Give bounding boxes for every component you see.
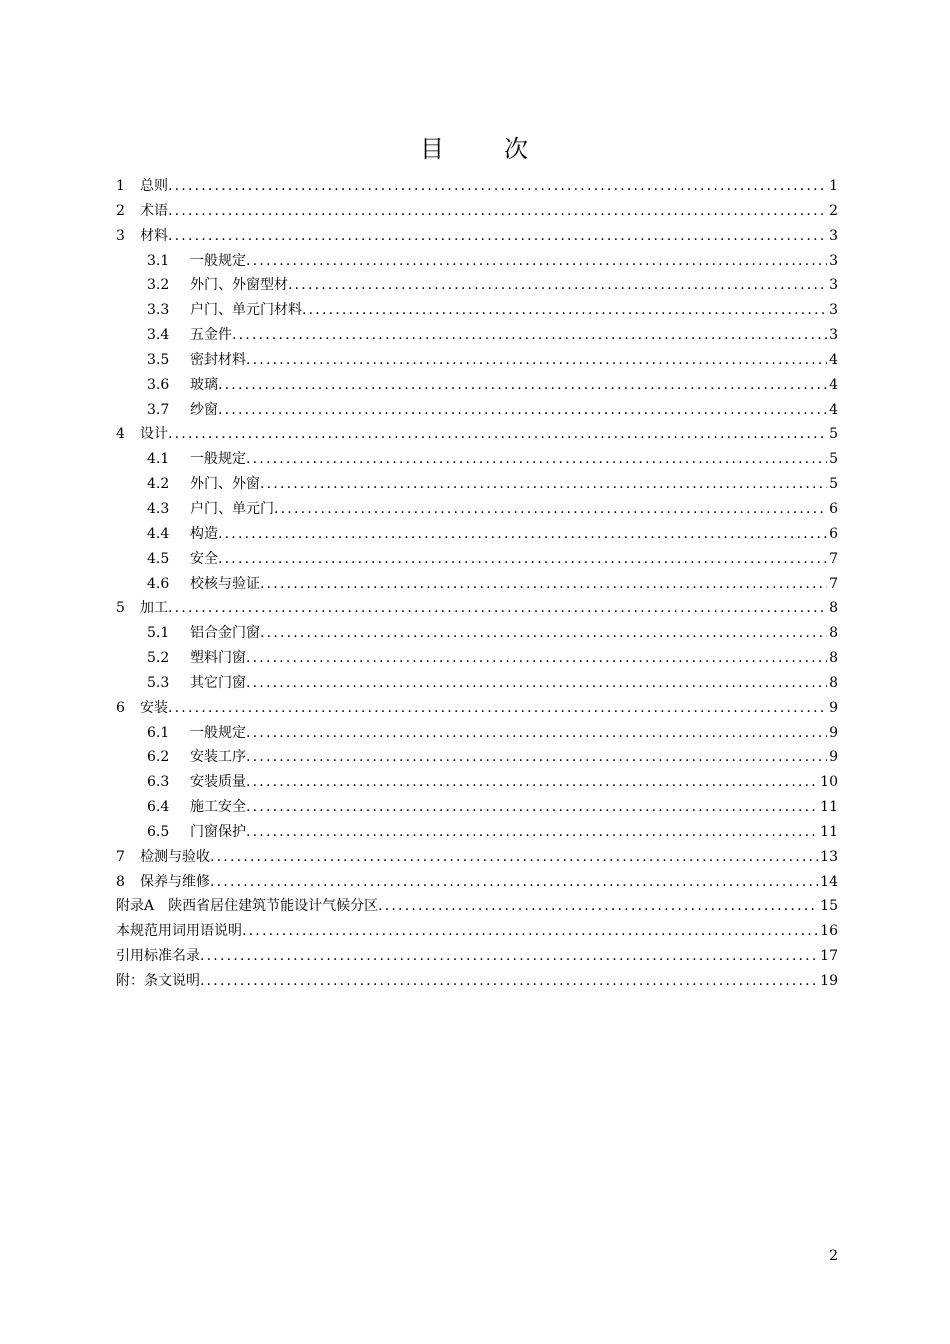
toc-entry-label: 设计 — [140, 426, 168, 443]
toc-entry-page: 1 — [829, 178, 838, 194]
toc-entry-page: 15 — [820, 898, 838, 915]
toc-entry[interactable] — [116, 472, 838, 497]
toc-dot-leader — [288, 273, 827, 298]
toc-entry-number: 3.6 — [147, 376, 170, 393]
toc-dot-leader — [200, 969, 818, 994]
toc-dot-leader — [260, 472, 827, 497]
toc-entry-label: 术语 — [140, 202, 168, 219]
toc-dot-leader — [210, 870, 818, 895]
toc-entry[interactable] — [116, 497, 838, 522]
toc-entry-page: 5 — [829, 476, 838, 493]
toc-entry-label: 外门、外窗型材 — [190, 277, 288, 294]
toc-entry[interactable] — [116, 199, 838, 224]
toc-entry[interactable] — [116, 572, 838, 597]
toc-entry-page: 4 — [829, 351, 838, 368]
toc-entry-label: 校核与验证 — [190, 575, 260, 592]
toc-entry-page: 3 — [829, 327, 838, 344]
toc-entry-label: 户门、单元门材料 — [190, 302, 302, 319]
toc-entry-number: 3.4 — [147, 327, 170, 344]
toc-entry-number: 4.6 — [147, 575, 170, 592]
toc-entry-number: 6.4 — [147, 799, 170, 816]
toc-entry-number: 3.1 — [147, 252, 170, 269]
toc-entry-page: 7 — [829, 575, 838, 592]
toc-title — [0, 132, 950, 166]
toc-entry[interactable] — [116, 795, 838, 820]
toc-entry-label: 引用标准名录 — [116, 948, 200, 965]
toc-dot-leader — [168, 174, 827, 199]
toc-entry-label: 加工 — [140, 600, 168, 617]
toc-entry-page: 3 — [829, 277, 838, 294]
toc-dot-leader — [246, 745, 827, 770]
toc-entry-label: 其它门窗 — [190, 674, 246, 691]
toc-entry-number: 6.2 — [147, 749, 170, 766]
toc-entry-page: 3 — [829, 302, 838, 319]
toc-entry-number: 4.4 — [147, 525, 170, 542]
toc-entry-page: 19 — [820, 973, 838, 989]
toc-entry[interactable] — [116, 298, 838, 323]
toc-entry-page: 8 — [829, 600, 838, 617]
toc-entry-label: 一般规定 — [190, 451, 246, 468]
toc-entry-page: 5 — [829, 451, 838, 468]
toc-entry-page: 8 — [829, 650, 838, 667]
toc-dot-leader — [168, 224, 827, 249]
toc-entry-page: 4 — [829, 401, 838, 418]
toc-entry[interactable] — [116, 373, 838, 398]
toc-entry-label: 施工安全 — [190, 799, 246, 816]
toc-entry[interactable] — [116, 919, 838, 944]
toc-entry[interactable] — [116, 547, 838, 572]
toc-entry-page: 16 — [820, 923, 838, 940]
toc-dot-leader — [246, 447, 827, 472]
toc-entry-label: 玻璃 — [190, 376, 218, 393]
toc-entry[interactable] — [116, 894, 838, 919]
toc-dot-leader — [246, 348, 827, 373]
toc-entry-number: 6.3 — [147, 774, 170, 791]
toc-dot-leader — [246, 646, 827, 671]
toc-entry-number: 5.3 — [147, 674, 170, 691]
toc-dot-leader — [242, 919, 818, 944]
toc-entry-page: 11 — [820, 823, 838, 840]
toc-dot-leader — [246, 671, 827, 696]
toc-dot-leader — [232, 323, 827, 348]
toc-entry-number: 5.1 — [147, 625, 170, 642]
toc-entry-label: 材料 — [140, 227, 168, 244]
toc-entry-label: 安装质量 — [190, 774, 246, 791]
toc-entry-page: 9 — [829, 699, 838, 716]
toc-entry-number: 3 — [116, 227, 125, 244]
toc-entry-number: 6.5 — [147, 823, 170, 840]
toc-entry[interactable] — [116, 646, 838, 671]
toc-entry[interactable] — [116, 398, 838, 423]
toc-entry-number: 3.7 — [147, 401, 170, 418]
toc-entry-label: 户门、单元门 — [190, 500, 274, 517]
toc-entry[interactable] — [116, 721, 838, 746]
toc-entry-label: 纱窗 — [190, 401, 218, 418]
toc-entry-number: 4.3 — [147, 500, 170, 517]
toc-entry-page: 3 — [829, 252, 838, 269]
toc-entry-page: 6 — [829, 500, 838, 517]
toc-entry-label: 外门、外窗 — [190, 476, 260, 493]
toc-entry-number: 5.2 — [147, 650, 170, 667]
toc-entry-page: 9 — [829, 749, 838, 766]
toc-entry-label: 密封材料 — [190, 351, 246, 368]
toc-entry-page: 17 — [820, 948, 838, 965]
toc-entry-page: 5 — [829, 426, 838, 443]
toc-entry[interactable] — [116, 696, 838, 721]
toc-entry-label: 一般规定 — [190, 252, 246, 269]
toc-entry[interactable] — [116, 174, 838, 199]
toc-dot-leader — [218, 547, 827, 572]
toc-entry[interactable] — [116, 621, 838, 646]
toc-entry[interactable] — [116, 224, 838, 249]
toc-dot-leader — [246, 249, 827, 274]
toc-entry-label: 附录A 陕西省居住建筑节能设计气候分区 — [116, 898, 379, 915]
toc-entry[interactable] — [116, 845, 838, 870]
toc-entry-page: 14 — [820, 873, 838, 890]
toc-entry-number: 3.2 — [147, 277, 170, 294]
toc-entry[interactable] — [116, 820, 838, 845]
toc-entry-label: 安装 — [140, 699, 168, 716]
toc-entry-page: 2 — [829, 202, 838, 219]
toc-entry[interactable] — [116, 969, 838, 994]
toc-dot-leader — [218, 398, 827, 423]
toc-entry-page: 4 — [829, 376, 838, 393]
toc-dot-leader — [218, 373, 827, 398]
toc-entry-page: 11 — [820, 799, 838, 816]
table-of-contents — [116, 174, 838, 994]
toc-entry-number: 6 — [116, 699, 125, 716]
toc-entry-label: 保养与维修 — [140, 873, 210, 890]
toc-dot-leader — [210, 845, 818, 870]
toc-dot-leader — [246, 770, 818, 795]
toc-dot-leader — [218, 522, 827, 547]
toc-entry-number: 3.5 — [147, 351, 170, 368]
toc-entry-label: 铝合金门窗 — [190, 625, 260, 642]
toc-entry-label: 总则 — [140, 178, 168, 194]
toc-entry-number: 4.5 — [147, 550, 170, 567]
toc-dot-leader — [378, 894, 818, 919]
toc-entry-page: 8 — [829, 674, 838, 691]
toc-title-left: 目 — [420, 135, 446, 163]
toc-entry-label: 安装工序 — [190, 749, 246, 766]
page-number: 2 — [829, 1248, 838, 1264]
toc-entry-number: 1 — [116, 178, 125, 194]
toc-entry-label: 检测与验收 — [140, 848, 210, 865]
toc-dot-leader — [260, 621, 827, 646]
toc-dot-leader — [260, 572, 827, 597]
toc-dot-leader — [168, 199, 827, 224]
toc-dot-leader — [274, 497, 827, 522]
toc-dot-leader — [168, 696, 827, 721]
toc-dot-leader — [246, 795, 818, 820]
toc-entry-label: 塑料门窗 — [190, 650, 246, 667]
toc-entry-number: 5 — [116, 600, 125, 617]
toc-entry-page: 7 — [829, 550, 838, 567]
toc-entry[interactable] — [116, 944, 838, 969]
toc-entry[interactable] — [116, 447, 838, 472]
toc-entry[interactable] — [116, 522, 838, 547]
toc-entry-label: 一般规定 — [190, 724, 246, 741]
toc-dot-leader — [200, 944, 818, 969]
toc-entry[interactable] — [116, 348, 838, 373]
toc-entry-page: 13 — [820, 848, 838, 865]
toc-entry-label: 构造 — [190, 525, 218, 542]
toc-entry[interactable] — [116, 770, 838, 795]
toc-entry[interactable] — [116, 671, 838, 696]
toc-dot-leader — [302, 298, 827, 323]
toc-entry-number: 8 — [116, 873, 125, 890]
toc-entry-page: 10 — [820, 774, 838, 791]
toc-entry-number: 4.1 — [147, 451, 170, 468]
toc-entry-number: 7 — [116, 848, 125, 865]
toc-entry-label: 本规范用词用语说明 — [116, 923, 242, 940]
toc-dot-leader — [246, 721, 827, 746]
toc-entry-page: 8 — [829, 625, 838, 642]
toc-entry[interactable] — [116, 323, 838, 348]
toc-entry-label: 五金件 — [190, 327, 232, 344]
toc-dot-leader — [168, 422, 827, 447]
toc-entry-page: 3 — [829, 227, 838, 244]
toc-dot-leader — [246, 820, 818, 845]
toc-entry-page: 6 — [829, 525, 838, 542]
toc-entry-label: 门窗保护 — [190, 823, 246, 840]
toc-entry[interactable] — [116, 870, 838, 895]
toc-entry-page: 9 — [829, 724, 838, 741]
toc-entry-number: 4 — [116, 426, 125, 443]
toc-entry[interactable] — [116, 273, 838, 298]
toc-entry[interactable] — [116, 249, 838, 274]
toc-entry[interactable] — [116, 745, 838, 770]
toc-entry-number: 2 — [116, 202, 125, 219]
toc-entry-number: 4.2 — [147, 476, 170, 493]
toc-entry[interactable] — [116, 596, 838, 621]
toc-dot-leader — [168, 596, 827, 621]
toc-title-right: 次 — [504, 135, 530, 163]
toc-entry-label: 安全 — [190, 550, 218, 567]
toc-entry[interactable] — [116, 422, 838, 447]
toc-entry-label: 附：条文说明 — [116, 973, 200, 989]
toc-entry-number: 3.3 — [147, 302, 170, 319]
toc-entry-number: 6.1 — [147, 724, 170, 741]
